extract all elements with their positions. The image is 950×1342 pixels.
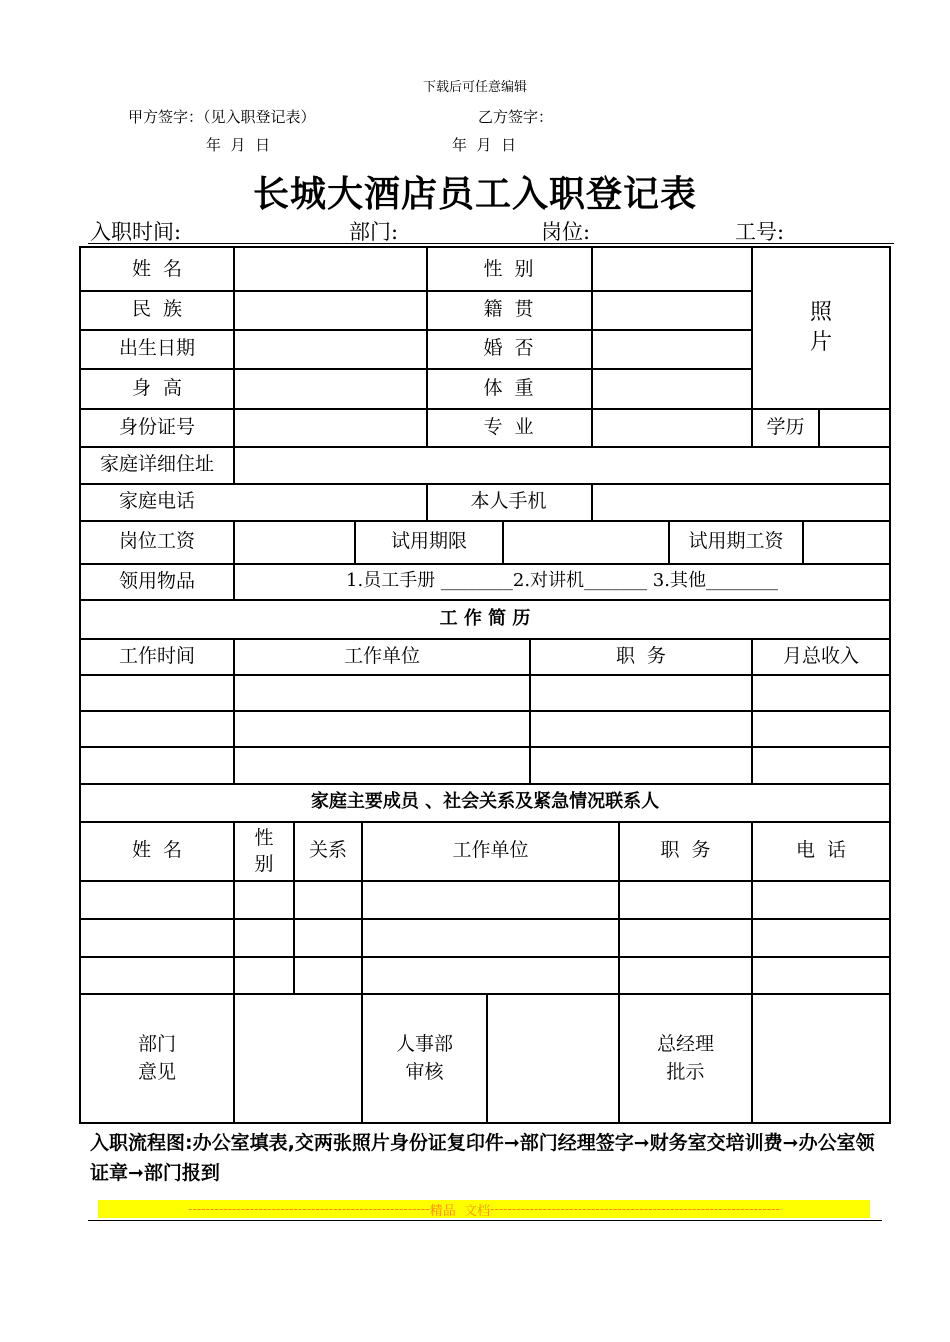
party-b-date: 年 月 日 [452, 136, 517, 154]
probation-label: 试用期限 [390, 530, 467, 553]
family-unit-header: 工作单位 [452, 839, 529, 862]
name-label: 姓 名 [131, 257, 183, 280]
family-relation-header: 关系 [308, 839, 347, 862]
position-label: 岗位: [541, 220, 591, 244]
id-no-label: 身份证号 [118, 415, 195, 438]
work-time-header: 工作时间 [118, 644, 195, 667]
work-unit-header: 工作单位 [343, 644, 420, 667]
department-label: 部门: [349, 220, 399, 244]
salary-field[interactable] [235, 520, 354, 563]
weight-label: 体 重 [483, 376, 534, 399]
entry-time-label: 入职时间: [90, 220, 182, 244]
family-section-title: 家庭主要成员 、社会关系及紧急情况联系人 [310, 791, 660, 813]
hr-review-label: 人事部 审核 [395, 1032, 453, 1083]
work-history-row-3[interactable] [81, 746, 889, 783]
family-title-header: 职 务 [660, 839, 711, 862]
gender-label: 性 别 [483, 257, 534, 280]
work-history-row-2[interactable] [81, 710, 889, 746]
ethnicity-label: 民 族 [131, 298, 183, 321]
family-name-header: 姓 名 [131, 839, 183, 862]
footer-band [98, 1200, 870, 1218]
height-label: 身 高 [131, 376, 183, 399]
native-place-label: 籍 贯 [483, 298, 534, 321]
probation-salary-label: 试用期工资 [688, 530, 784, 553]
probation-field[interactable] [504, 520, 668, 563]
major-field[interactable] [593, 408, 751, 446]
gm-approval-field[interactable] [753, 993, 889, 1122]
items-value[interactable]: 1.员工手册 ________2.对讲机_______ 3.其他________ [346, 570, 778, 592]
dept-opinion-label: 部门 意见 [137, 1032, 176, 1083]
gender-field[interactable] [593, 248, 751, 290]
education-field[interactable] [820, 408, 889, 446]
marital-label: 婚 否 [483, 337, 534, 360]
home-address-field[interactable] [235, 446, 889, 483]
name-field[interactable] [235, 248, 426, 290]
salary-label: 岗位工资 [118, 530, 195, 553]
major-label: 专 业 [483, 415, 534, 438]
party-a-date: 年 月 日 [206, 136, 271, 154]
top-note: 下载后可任意编辑 [422, 80, 527, 95]
probation-salary-field[interactable] [804, 520, 889, 563]
page-title: 长城大酒店员工入职登记表 [252, 174, 697, 215]
mobile-label: 本人手机 [470, 490, 547, 513]
registration-form [79, 246, 891, 1124]
weight-field[interactable] [593, 368, 751, 408]
education-label: 学历 [766, 415, 805, 438]
family-row-2[interactable] [81, 918, 889, 956]
party-b-signature: 乙方签字： [478, 108, 554, 126]
footer-rule [88, 1220, 882, 1221]
meta-underline [88, 243, 894, 244]
hr-review-field[interactable] [488, 993, 618, 1122]
work-history-row-1[interactable] [81, 674, 889, 710]
home-address-label: 家庭详细住址 [99, 453, 214, 476]
party-a-signature: 甲方签字：（见入职登记表） [128, 108, 316, 126]
onboarding-flow-text: 入职流程图:办公室填表,交两张照片身份证复印件➞部门经理签字➞财务室交培训费➞办公室领证章➞部门报到 [90, 1132, 875, 1184]
id-no-field[interactable] [235, 408, 426, 446]
family-row-3[interactable] [81, 956, 889, 993]
monthly-income-header: 月总收入 [782, 644, 859, 667]
gm-approval-label: 总经理 批示 [656, 1032, 714, 1083]
employee-no-label: 工号: [735, 220, 785, 244]
home-phone-label: 家庭电话 [118, 490, 195, 513]
work-title-header: 职 务 [615, 644, 667, 667]
height-field[interactable] [235, 368, 426, 408]
mobile-field[interactable] [593, 483, 889, 520]
work-history-title: 工 作 简 历 [439, 607, 531, 629]
footer-left-dashes: ------------------------------------------------------- [188, 1201, 430, 1217]
marital-field[interactable] [593, 329, 751, 368]
items-label: 领用物品 [118, 569, 195, 592]
birth-date-field[interactable] [235, 329, 426, 368]
family-phone-header: 电 话 [795, 839, 847, 862]
home-phone-field[interactable] [235, 483, 426, 520]
birth-date-label: 出生日期 [118, 337, 195, 360]
footer-right-dashes: ------------------------------------------------------------------ [489, 1201, 780, 1217]
ethnicity-field[interactable] [235, 290, 426, 329]
family-row-1[interactable] [81, 880, 889, 918]
photo-area: 照 片 [809, 300, 832, 355]
dept-opinion-field[interactable] [235, 993, 361, 1122]
native-place-field[interactable] [593, 290, 751, 329]
family-gender-header: 性 别 [254, 826, 274, 875]
footer-center-text: 精品 文档 [429, 1203, 490, 1218]
